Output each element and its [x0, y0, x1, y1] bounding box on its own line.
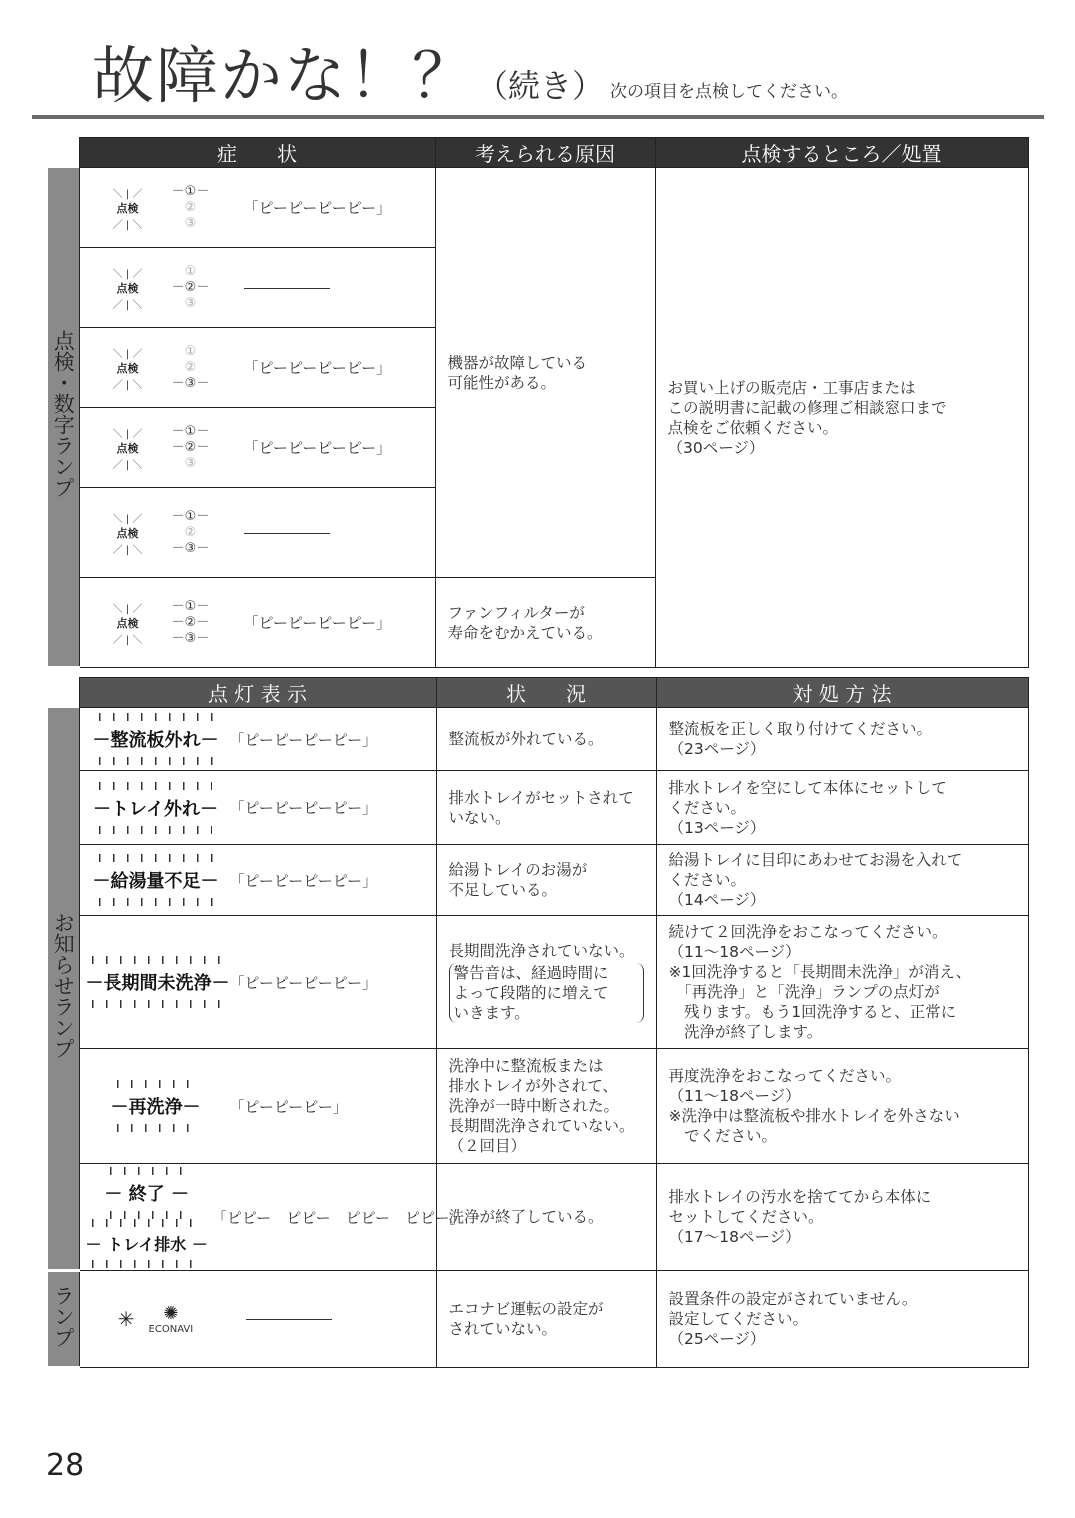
side-label-lamp: ランプ [48, 1271, 79, 1368]
number-lamp-2: －②－ [171, 279, 210, 295]
number-lamps [160, 599, 222, 647]
display-cell [79, 1049, 436, 1164]
notice-lamp: －給湯量不足－ [93, 867, 219, 893]
sound-text: 「ピーピーピーピー」 [243, 359, 392, 377]
title-main: 故障かな！？ [92, 39, 477, 112]
econavi-label: ECONAVI [148, 1324, 194, 1335]
check-lamp: ＼ | ／ 点検 ／ | ＼ [96, 265, 160, 311]
check-lamp-label: 点検 [116, 616, 139, 630]
check-lamp: ＼ | ／ 点検 ／ | ＼ [96, 425, 160, 471]
number-lamp-1: ① [184, 263, 197, 279]
notice-lamp: －トレイ外れ－ [93, 795, 218, 821]
header-status: 状 況 [436, 678, 656, 708]
check-lamp: ＼ | ／ 点検 ／ | ＼ [96, 510, 160, 556]
display-cell [79, 1164, 465, 1271]
remedy-cell: 再度洗浄をおこなってください。 （11〜18ページ） ※洗浄中は整流板や排水トレイを外さない でください。 [656, 1049, 1028, 1164]
cause-cell: 機器が故障している 可能性がある。 [435, 168, 655, 578]
table-row [48, 1049, 1028, 1164]
notice-lamp-table [48, 677, 1029, 1369]
display-cell [79, 916, 436, 1049]
table-row [48, 771, 1028, 845]
header-check: 点検するところ／処置 [655, 138, 1028, 168]
sound-text: 「ピーピーピーピー」 [243, 199, 392, 217]
notice-lamp: －長期間未洗浄－ [86, 969, 230, 995]
number-lamps [160, 344, 222, 392]
number-lamp-1: －①－ [171, 508, 210, 524]
check-lamp-label: 点検 [116, 281, 139, 295]
display-cell [79, 1271, 436, 1368]
status-cell: 整流板が外れている。 [436, 708, 656, 771]
status-cell: 排水トレイがセットされて いない。 [436, 771, 656, 845]
sound-text: 「ピーピーピーピー」 [243, 439, 392, 457]
table-row [48, 1271, 1028, 1368]
sound-text: 「ピーピーピーピー」 [229, 730, 378, 749]
number-lamp-1: ① [184, 343, 197, 359]
action-cell: お買い上げの販売店・工事店または この説明書に記載の修理ご相談窓口まで 点検をご依頼ください。 （30ページ） [655, 168, 1028, 668]
symptom-cell [79, 248, 435, 328]
number-lamp-2: ② [184, 359, 197, 375]
notice-lamp: －整流板外れ－ [93, 726, 219, 752]
number-lamp-3: ③ [184, 295, 197, 311]
number-lamp-2: －②－ [171, 614, 210, 630]
check-lamp-label: 点検 [116, 201, 139, 215]
table-row [48, 708, 1028, 771]
check-lamp: ＼ | ／ 点検 ／ | ＼ [96, 345, 160, 391]
number-lamp-2: －②－ [171, 439, 210, 455]
sound-text: 「ピーピーピーピー」 [243, 614, 392, 632]
symptom-cell [79, 578, 435, 668]
header-spacer [48, 678, 79, 708]
remedy-cell: 整流板を正しく取り付けてください。 （23ページ） [656, 708, 1028, 771]
sound-text: 「ピーピーピーピー」 [229, 871, 378, 890]
remedy-cell: 給湯トレイに目印にあわせてお湯を入れて ください。 （14ページ） [656, 845, 1028, 916]
number-lamp-2: ② [184, 524, 197, 540]
display-cell [79, 845, 436, 916]
table-row [48, 1164, 1028, 1271]
number-lamp-3: －③－ [171, 375, 210, 391]
check-lamp: ＼ | ／ 点検 ／ | ＼ [96, 185, 160, 231]
number-lamp-3: －③－ [171, 540, 210, 556]
number-lamps [160, 264, 222, 312]
sound-text: 「ピーピーピーピー」 [229, 799, 378, 817]
number-lamp-2: ② [184, 199, 197, 215]
number-lamp-1: －①－ [171, 423, 210, 439]
status-cell: 給湯トレイのお湯が 不足している。 [436, 845, 656, 916]
lamp-tray-drain: － トレイ排水 － [86, 1232, 208, 1255]
number-lamp-3: ③ [184, 215, 197, 231]
econavi-icon: ✺ [163, 1303, 179, 1324]
status-cell: 洗浄が終了している。 [436, 1164, 656, 1271]
check-lamp: ＼ | ／ 点検 ／ | ＼ [96, 600, 160, 646]
remedy-cell: 続けて２回洗浄をおこなってください。 （11〜18ページ） ※1回洗浄すると「長期間未洗浄」が消え、 「再洗浄」と「洗浄」ランプの点灯が 残ります。もう1回洗浄すると、正常に 洗浄が終了します。 [656, 916, 1028, 1049]
title-sub: （続き） [476, 67, 605, 105]
symptom-cell [79, 408, 435, 488]
header-cause: 考えられる原因 [435, 138, 655, 168]
check-lamp-label: 点検 [116, 441, 139, 455]
no-sound-line [244, 288, 330, 289]
number-lamp-3: －③－ [171, 630, 210, 646]
side-label-notice: お知らせランプ [48, 708, 79, 1271]
check-lamp-label: 点検 [116, 361, 139, 375]
number-lamp-1: －①－ [171, 598, 210, 614]
header-remedy: 対 処 方 法 [656, 678, 1028, 708]
sound-text: 「ピーピーピーピー」 [229, 973, 378, 992]
number-lamps [160, 509, 222, 557]
header-spacer [48, 138, 79, 168]
status-cell: 洗浄中に整流板または 排水トレイが外されて、 洗浄が一時中断された。 長期間洗浄されていない。 （２回目） [436, 1049, 656, 1164]
number-lamps [160, 184, 222, 232]
table-row [48, 916, 1028, 1049]
lamp-end: － 終了 － [104, 1180, 189, 1206]
table-row [48, 168, 1028, 248]
table-row [48, 845, 1028, 916]
check-lamp-label: 点検 [116, 526, 139, 540]
side-label-lamp-number: 点検・数字ランプ [48, 168, 79, 668]
symptom-cell [79, 168, 435, 248]
number-lamp-3: ③ [184, 455, 197, 471]
number-lamp-1: －①－ [171, 183, 210, 199]
status-cell: エコナビ運転の設定が されていない。 [436, 1271, 656, 1368]
key-icon: ✳ [117, 1307, 135, 1331]
remedy-cell: 設置条件の設定がされていません。 設定してください。 （25ページ） [656, 1271, 1028, 1368]
page-number: 28 [46, 1448, 85, 1483]
symptom-cell [79, 328, 435, 408]
header-symptom: 症 状 [79, 138, 435, 168]
lamp-number-table [48, 137, 1029, 669]
status-cell: 長期間洗浄されていない。 警告音は、経過時間に よって段階的に増えて いきます。 [436, 916, 656, 1049]
display-cell [79, 708, 436, 771]
sound-text: 「ピーピーピー」 [229, 1097, 348, 1116]
econavi-lamps [86, 1303, 226, 1335]
remedy-cell: 排水トレイを空にして本体にセットして ください。 （13ページ） [656, 771, 1028, 845]
cause-cell-filter: ファンフィルターが 寿命をむかえている。 [435, 578, 655, 668]
title-note: 次の項目を点検してください。 [610, 82, 849, 102]
no-sound-line [244, 533, 330, 534]
remedy-cell: 排水トレイの汚水を捨ててから本体に セットしてください。 （17〜18ページ） [656, 1164, 1028, 1271]
display-cell [79, 771, 436, 845]
header-display: 点 灯 表 示 [79, 678, 436, 708]
notice-lamp: －再洗浄－ [111, 1093, 201, 1119]
no-sound-line [246, 1319, 332, 1320]
symptom-cell [79, 488, 435, 578]
title-rule [32, 115, 1044, 119]
sound-text: 「ピピー ピピー ピピー ピピー」 [211, 1208, 465, 1227]
status-note: 警告音は、経過時間に よって段階的に増えて いきます。 [449, 963, 644, 1023]
number-lamps [160, 424, 222, 472]
